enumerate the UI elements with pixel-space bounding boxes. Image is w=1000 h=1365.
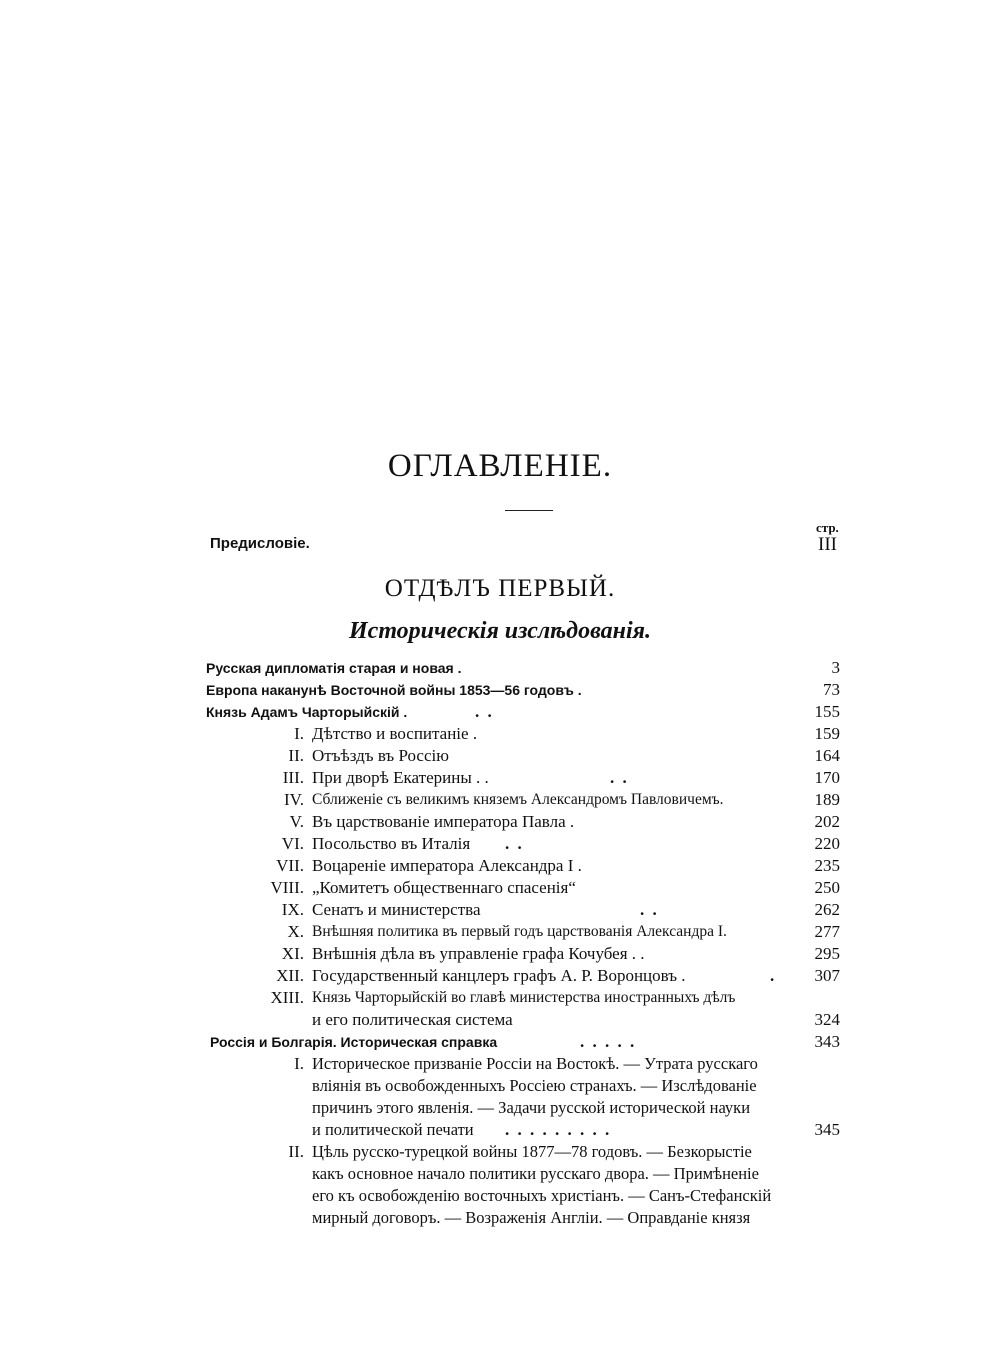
toc-entry-title: Князь Адамъ Чарторыйскій . (206, 704, 408, 720)
toc-entry-title: Европа наканунѣ Восточной войны 1853—56 годовъ . (206, 682, 582, 698)
toc-entry-number: II. (288, 746, 304, 765)
toc-entry-number: X. (287, 922, 304, 941)
toc-entry-leader: . . . . . (580, 1032, 637, 1051)
toc-entry-leader: . . (505, 834, 524, 853)
toc-entry-title: Сближеніе съ великимъ княземъ Александромъ Павловичемъ. (312, 791, 724, 808)
subsection-number: II. (288, 1142, 304, 1161)
toc-entry-page: 189 (814, 790, 840, 809)
toc-entry-page: 202 (814, 812, 840, 831)
toc-entry (0, 877, 1000, 899)
toc-entry (0, 987, 1000, 1009)
subsection-line: Историческое призваніе Россіи на Востокѣ. — Утрата русскаго (312, 1054, 758, 1073)
subsection-page-row (0, 1119, 1000, 1141)
toc-entry-title: Государственный канцлеръ графъ А. Р. Воронцовъ . (312, 966, 686, 985)
toc-entry (0, 789, 1000, 811)
subsection-line: его къ освобожденію восточныхъ христіанъ. — Санъ-Стефанскій (312, 1186, 772, 1205)
toc-entry-number: VII. (276, 856, 304, 875)
toc-entry (0, 1009, 1000, 1031)
toc-entry-page: 324 (814, 1010, 840, 1029)
toc-entry-number: VI. (281, 834, 304, 853)
toc-entry-title: Сенатъ и министерства (312, 900, 481, 919)
toc-entry-page: 164 (814, 746, 840, 765)
toc-entry-title: Посольство въ Италія (312, 834, 471, 853)
subsection-line: и политической печати (312, 1120, 474, 1139)
toc-entry-title: Отъѣздъ въ Россію (312, 746, 449, 765)
toc-entry-number: VIII. (270, 878, 304, 897)
toc-entry (0, 943, 1000, 965)
toc-entry-title: Дѣтство и воспитаніе . (312, 724, 478, 743)
toc-entry (0, 745, 1000, 767)
toc-entry (0, 899, 1000, 921)
toc-entry-title: Внѣшнія дѣла въ управленіе графа Кочубея . . (312, 944, 645, 963)
subsection-line: вліянія въ освобожденныхъ Россіею странахъ. — Изслѣдованіе (312, 1076, 757, 1095)
toc-entry-page: 159 (814, 724, 840, 743)
toc-entry (0, 965, 1000, 987)
toc-entry-title: Воцареніе императора Александра I . (312, 856, 582, 875)
toc-entry-page: 155 (814, 702, 840, 721)
subsection-line: Цѣль русско-турецкой войны 1877—78 годовъ. — Безкорыстіе (312, 1142, 752, 1161)
toc-entry-title: и его политическая система (312, 1010, 513, 1029)
section-heading: Историческія изслѣдованія. (349, 618, 651, 644)
toc-entry-title: Русская дипломатія старая и новая . (206, 660, 462, 676)
toc-entry-page: 295 (814, 944, 840, 963)
toc-entry-page: 3 (831, 658, 840, 677)
toc-entry (0, 679, 1000, 701)
toc-entry-page: 73 (823, 680, 840, 699)
toc-entry-title: При дворѣ Екатерины . . (312, 768, 489, 787)
toc-entry (0, 921, 1000, 943)
part-heading: ОТДѢЛЪ ПЕРВЫЙ. (384, 575, 616, 602)
toc-entry (0, 767, 1000, 789)
toc-entry-number: XII. (276, 966, 304, 985)
toc-entry-page: 170 (814, 768, 840, 787)
toc-entry-number: XI. (281, 944, 304, 963)
toc-entry (0, 723, 1000, 745)
toc-entry (0, 657, 1000, 679)
toc-entry-title: Въ царствованіе императора Павла . (312, 812, 575, 831)
toc-entry-title: Князь Чарторыйскій во главѣ министерства иностранныхъ дѣлъ (312, 989, 736, 1006)
page-title: ОГЛАВЛЕНІЕ. (387, 448, 613, 484)
toc-entry (0, 811, 1000, 833)
subsection-number: I. (294, 1054, 304, 1073)
toc-entry-page: 262 (814, 900, 840, 919)
subsection-page: 345 (814, 1120, 840, 1139)
toc-entry-page: 220 (814, 834, 840, 853)
title-divider (505, 510, 553, 511)
toc-entry (0, 855, 1000, 877)
subsection-text (312, 1141, 796, 1229)
toc-entry (0, 1031, 1000, 1053)
toc-entry-number: III. (282, 768, 304, 787)
toc-entry-leader: . (770, 966, 777, 985)
toc-entry-title: Внѣшняя политика въ первый годъ царствованія Александра I. (312, 923, 727, 940)
toc-entry-number: I. (294, 724, 304, 743)
toc-entry-page: 277 (814, 922, 840, 941)
toc-entry-number: IX. (281, 900, 304, 919)
subsection-leader: . . . . . . . . . (505, 1120, 612, 1139)
toc-entry-leader: . . (610, 768, 629, 787)
toc-entry-page: 343 (814, 1032, 840, 1051)
page-column-label: стр. (816, 520, 839, 535)
toc-entry-title: „Комитетъ общественнаго спасенія“ (312, 878, 576, 897)
toc-entry-number: V. (289, 812, 304, 831)
toc-entry-title: Россія и Болгарія. Историческая справка (210, 1034, 498, 1050)
subsection-line: мирный договоръ. — Возраженія Англіи. — Оправданіе князя (312, 1208, 751, 1227)
toc-entry-number: XIII. (270, 988, 304, 1007)
toc-entry-number: IV. (284, 790, 304, 809)
toc-entry-page: 250 (814, 878, 840, 897)
toc-entry (0, 833, 1000, 855)
toc-entry-page: 307 (814, 966, 840, 985)
subsection-line: какъ основное начало политики русскаго двора. — Примѣненіе (312, 1164, 759, 1183)
toc-entry-leader: . . (475, 702, 494, 721)
preface-label: Предисловіе. (210, 535, 310, 552)
toc-entry-page: 235 (814, 856, 840, 875)
toc-entry-leader: . . (640, 900, 659, 919)
toc-entry (0, 701, 1000, 723)
preface-page-number: III (818, 534, 837, 555)
subsection-line: причинъ этого явленія. — Задачи русской исторической науки (312, 1098, 751, 1117)
